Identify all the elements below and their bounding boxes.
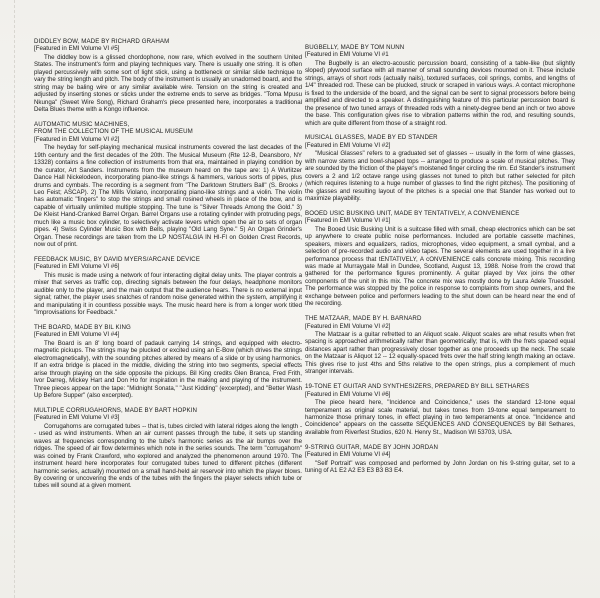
entry-19-tone-guitar xyxy=(305,383,575,436)
entry-the-board xyxy=(34,324,302,400)
entry-diddley-bow xyxy=(34,38,302,114)
entry-featured: [Featured in EMI Volume VI #2] xyxy=(305,322,391,330)
entry-featured: [Featured in EMI Volume VI #1] xyxy=(305,217,391,225)
entry-title: AUTOMATIC MUSIC MACHINES, FROM THE COLLECTION OF THE MUSICAL MUSEUM xyxy=(34,120,193,136)
entry-body: The Bugbelly is an electro-acoustic percussion board, consisting of a table-like (but slightly sloped) plywood surface with all manner of small sounding devices mounted on it. These include strings, arrays of short rods (actually nails), textured surfaces, coil springs, combs, and lengths of 1/4" threaded rod. These can be plucked, struck or scraped in various ways. A contact microphone is fixed to the underside of the board, and the signal can be sent to signal processors before being amplified and directed to a speaker. A distinguishing feature of this particular percussion board is the presence of two tuned arrays of threaded rods with a ninety-degree bend an inch or two above the base. This configuration gives rise to vibration patterns within the rod, and resulting sounds, which are quite different from those of a straight rod. xyxy=(305,59,575,127)
entry-booed-usic-busking-unit xyxy=(305,210,575,308)
entry-featured: [Featured in EMI Volume VI #4] xyxy=(305,451,391,459)
entry-featured: [Featured in EMI Volume VI #2] xyxy=(34,135,120,143)
entry-title: THE BOARD, MADE BY BIL KING xyxy=(34,324,131,332)
entry-title: FEEDBACK MUSIC, BY DAVID MYERS/ARCANE DEVICE xyxy=(34,256,200,264)
entry-body: This music is made using a network of four interacting digital delay units. The player controls a mixer that serves as traffic cop, directing signals between the four delays, headphone monitors audible only to the player, and the main output that the audience hears. There is no external input signal; rather, the player uses snatches of random noise generated within the system, amplifying it and manipulating it in countless possible ways. The music heard here is from a longer work titled "Improvisations for Feedback." xyxy=(34,271,302,317)
entry-body: The Board is an 8' long board of padauk carrying 14 strings, and equipped with electro-magnetic pickups. The strings may be plucked or excited using an E-Bow (which drives the strings electromagnetically), with the sounding pitches altered by means of a slide or by using harmonics. If an extra bridge is placed in the middle, dividing the string into two segments, special effects arise through playing on the side opposite the pickups. Bil King credits Glen Branca, Fred Frith, Ivor Darreg, Mickey Hart and Don Ho for inspiration in the making and playing of the instrument. Three pieces appear on the tape: "Midnight Sonata," "Just Kidding" (excerpted), and "Better Wash Up Before Supper" (also excerpted). xyxy=(34,339,302,400)
entry-title: MULTIPLE CORRUGAHORNS, MADE BY BART HOPKIN xyxy=(34,406,198,414)
entry-9-string-guitar xyxy=(305,444,575,475)
entry-feedback-music xyxy=(34,256,302,317)
left-column xyxy=(34,38,302,594)
entry-bugbelly xyxy=(305,44,575,127)
entry-title: BUGBELLY, MADE BY TOM NUNN xyxy=(305,44,405,51)
entry-body: The diddley bow is a glissed chordophone, now rare, which evolved in the southern United States. The instrument's form and playing techniques vary. There is usually one string. It is often played percussively with some sort of light stick, using a bottleneck or similar slide technique to vary the string length and pitch. The body of the instrument is usually an unadorned board, and the string may be baling wire or any similar available wire. Tension on the string is created and adjusted by inserting stones or sticks under the extreme ends to serve as bridges. "Toma Mpusu Nkunga" (Sweet Wire Song), Richard Graham's piece presented here, incorporates a traditional Delta Blues theme with a Kongo influence. xyxy=(34,53,302,114)
entry-body: Corrugahorns are corrugated tubes -- that is, tubes circled with lateral ridges along the length -- used as wind instruments. When an air current passes through the tube, it sets up standing waves at frequencies corresponding to the tube's harmonic series as the air bumps over the ridges. The speed of air flow determines which note in the series sounds. The term "corrugahorn" was coined by Frank Crawford, who explored and analyzed the phenomenon around 1970. The instrument heard here incorporates four corrugated tubes tuned to different pitches (different harmonic series, actually) mounted on a small hand-held air reservoir into which the player blows. By covering or uncovering the ends of the tubes with the fingers the player selects which tube or tubes will sound at a given moment. xyxy=(34,422,302,490)
entry-body: "Self Portrait" was composed and performed by John Jordan on his 9-string guitar, set to a tuning of A1 E2 A2 E3 E3 B3 B3 E4. xyxy=(305,459,575,475)
entry-body: The piece heard here, "Incidence and Coincidence," uses the standard 12-tone equal temperament as original scale material, but takes tones from 19-tone equal temperament to harmonize those primary tones, in effect playing in two temperaments at once. "Incidence and Coincidence" appears on the cassette SEQUENCES AND CONSEQUENCES by Bill Sethares, available from Riverfest Studios, 620 N. Henry St., Madison WI 53703, USA. xyxy=(305,399,575,436)
right-column xyxy=(305,44,575,592)
entry-title: 19-TONE ET GUITAR AND SYNTHESIZERS, PREPARED BY BILL SETHARES xyxy=(305,383,530,391)
page-margin xyxy=(0,0,15,598)
entry-featured: [Featured in EMI Volume VI #5] xyxy=(34,45,120,53)
entry-automatic-music-machines xyxy=(34,121,302,249)
entry-matzaar xyxy=(305,315,575,376)
entry-multiple-corrugahorns xyxy=(34,407,302,490)
entry-body: The heyday for self-playing mechanical musical instruments covered the last decades of the 19th century and the first decades of the 20th. The Musical Museum (Rte 12-B, Deansboro, NY 13328) contains a fine collection of instruments from that era, maintained in playing condition by the curator, Art Sanders. Instruments from the museum heard on the tape are: 1) A Wurlitzer Dance Hall Nickelodeon, incorporating piano-like strings & hammers, various sorts of pipes, plus drums and cymbals. The recording is a segment from "The Darktown Strutters Ball" (S. Brooks / Leo Feist; ASCAP). 2) The Mills Violano, incorporating piano-like strings and a violin. The violin has automatic "fingers" to stop the strings and small rosined wheels in place of the bow, and is capable of virtually unlimited multiple stopping. The tune is "Silver Threads Among the Gold." 3) De Kleist Hand-Cranked Barrel Organ. Barrel Organs use a rotating cylinder with protruding pegs, much like a music box cylinder, to selectively activate levers which open the air to sets of organ pipes. 4) Swiss Cylinder Music Box with Bells, playing "Old Lang Syne." 5) An Organ Grinder's Organ. These recordings are taken from the LP NOSTALGIA IN HI-FI on Golden Crest Records, now out of print. xyxy=(34,144,302,249)
entry-featured: [Featured in EMI Volume VI #4] xyxy=(34,331,120,339)
entry-title: BOOED USIC BUSKING UNIT, MADE BY TENTATIVELY, A CONVENIENCE xyxy=(305,209,520,217)
entry-title: DIDDLEY BOW, MADE BY RICHARD GRAHAM xyxy=(34,38,170,45)
entry-body: "Musical Glasses" refers to a graduated set of glasses -- usually in the form of wine glasses, with narrow stems and bowl-shaped tops -- arranged to produce a scale of musical pitches. They are sounded by the friction of the player's moistened finger circling the rim. Ed Stander's instrument covers a 2 and 1/2 octave range using glasses not tuned to pitch but rather selected for pitch (which requires listening to a huge number of glasses to find the right pitches). The positioning of the glasses and resulting layout of the pitches is a special one that Stander has worked out to maximize playability. xyxy=(305,150,575,202)
entry-featured: [Featured in EMI Volume VI #2] xyxy=(305,141,391,149)
entry-featured: [Featured in EMI Volume VI #6] xyxy=(34,263,120,271)
entry-title: THE MATZAAR, MADE BY H. BARNARD xyxy=(305,315,422,323)
entry-featured: [Featured in EMI Volume VI #6] xyxy=(305,390,391,398)
entry-title: MUSICAL GLASSES, MADE BY ED STANDER xyxy=(305,134,438,142)
entry-featured: [Featured in EMI Volume VI #1 xyxy=(305,51,389,59)
entry-title: 9-STRING GUITAR, MADE BY JOHN JORDAN xyxy=(305,443,439,451)
entry-body: The Booed Usic Busking Unit is a suitcase filled with small, cheap electronics which can be set up anywhere to create public noise performances. Included are portable cassette machines, speakers, mixers and equalizers, radios, microphones, video equipment, a small cymbal, and a selection of pre-recorded audio and video tapes. The several elements are used together in a live performance process that tENTATIVELY, A cONVENIENCE calls concrete mixing. This recording was made at Murraygate Mall in Dundee, Scotland, August 13, 1988. Noise from the crowd that gathered for the performance figures prominently. A guitar played by Vex joins the other components of the unit in this mix. The concrete mix was mostly done by Laura Adele Truesdell. The performance was stopped by the police in response to complaints from shop owners, and the exchange between police and performers leading to the shut down can be heard near the end of the recording. xyxy=(305,225,575,308)
entry-body: The Matzaar is a guitar refretted to an Aliquot scale. Aliquot scales are what results when fret spacing is approached arithmetically rather than geometrically; that is, with the frets spaced equal distances apart rather than progressively closer together as one proceeds up the neck. The scale on the Matzaar is Aliquot 12 -- 12 equally-spaced frets over the half string length making an octave. This gives rise to just 4ths and 5ths relative to the open strings, plus a complement of much stranger intervals. xyxy=(305,331,575,376)
entry-featured: [Featured in EMI Volume VI #3] xyxy=(34,414,120,422)
entry-musical-glasses xyxy=(305,134,575,202)
